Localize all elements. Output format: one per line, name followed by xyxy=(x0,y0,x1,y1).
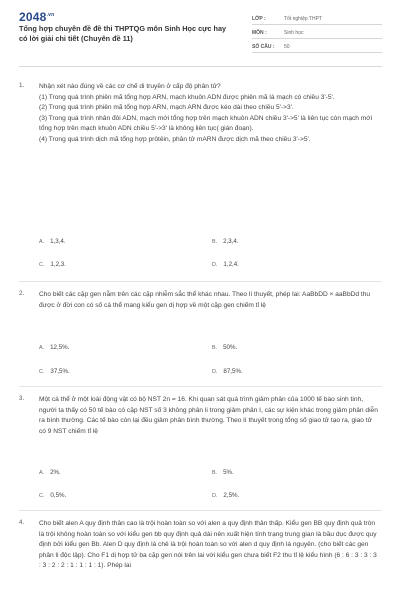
header-divider xyxy=(19,66,382,67)
option-d[interactable]: D. 2,5%. xyxy=(212,492,240,499)
option-b[interactable]: B. 50%. xyxy=(212,344,238,351)
question-text: Cho biết alen A quy định thân cao là trội hoàn toàn so với alen a quy định thân thấp. Kiểu gen BB quy định quả tròn là trội không hoàn toàn so với kiểu gen bb quy định quả dài nên xuất hiện tính trạng trung gian là bầu dục được quy định bởi kiểu gen Bb. Alen D quy định lá chẻ là trội hoàn toàn so với alen d quy định lá nguyên. (cho biết các gen phân li độc lập). Cho F1 dị hợp tử ba cặp gen nói trên lai với kiểu gen chưa biết F2 thu tỉ lệ kiểu hình (6 : 6 : 3 : 3 : 3 : 3 : 2 : 2 : 1 : 1 : 1 : 1). Phép lai xyxy=(39,520,377,570)
question-text: Nhận xét nào đúng về các cơ chế di truyền ở cấp độ phân tử? (1) Trong quá trình phiên mã tổng hợp ARN, mạch khuôn ADN được phiên mã là mạch có chiều 3'-5'. (2) Trong quá trình phiên mã tổng hợp ARN, mạch ARN được kéo dài theo chiều 5'->3'. (3) Trong quá trình nhân đôi ADN, mạch mới tổng hợp trên mạch khuôn ADN chiều 3'->5' là liên tục còn mạch mới tổng hợp trên mạch khuôn ADN chiều 5'->3' là không liên tục( gián đoạn). (4) Trong quá trình dịch mã tổng hợp prôtêin, phân tử mARN được dịch mã theo chiều 3'->5'. xyxy=(39,83,373,143)
option-b[interactable]: B. 2,3,4. xyxy=(212,238,239,245)
question-divider xyxy=(19,281,382,282)
question-text: Cho biết các cặp gen nằm trên các cặp nhiễm sắc thể khác nhau. Theo lí thuyết, phép lai: AaBbDD × aaBbDd thu được ở đời con có số cá thể mang kiểu gen dị hợp về một cặp gen chiếm tỉ lệ xyxy=(39,291,371,309)
option-c[interactable]: C. 0,5%. xyxy=(39,492,67,499)
option-c[interactable]: C. 37,5%. xyxy=(39,368,70,375)
option-c[interactable]: C. 1,2,3. xyxy=(39,261,66,268)
option-a[interactable]: A. 12,5%. xyxy=(39,344,70,351)
question-number: 4. xyxy=(19,519,25,526)
option-b[interactable]: B. 5%. xyxy=(212,469,234,476)
option-d[interactable]: D. 87,5%. xyxy=(212,368,243,375)
option-a[interactable]: A. 2%. xyxy=(39,469,61,476)
question-number: 1. xyxy=(19,82,25,89)
question-4 xyxy=(19,519,384,600)
option-d[interactable]: D. 1,2,4. xyxy=(212,261,239,268)
document-title: Tổng hợp chuyên đề đề thi THPTQG môn Sinh Học cực hay có lời giải chi tiết (Chuyên đề 11) xyxy=(19,24,227,43)
question-number: 3. xyxy=(19,395,25,402)
question-divider xyxy=(19,386,382,387)
option-a[interactable]: A. 1,3,4. xyxy=(39,238,66,245)
question-divider xyxy=(19,510,382,511)
question-number: 2. xyxy=(19,290,25,297)
site-logo[interactable]: $2048^{.vn}$ xyxy=(19,10,55,24)
question-text: Một cá thể ở một loài động vật có bộ NST 2n = 16. Khi quan sát quá trình giảm phân của 1000 tế bào sinh tinh, người ta thấy có 50 tế bào có cặp NST số 3 không phân li trong giảm phân I, các sự kiện khác trong giảm phân diễn ra bình thường. Các tế bào còn lại đều giảm phân bình thường. Theo lí thuyết trong tổng số giao tử tạo ra, giao tử có 9 NST chiếm tỉ lệ xyxy=(39,396,378,435)
document-header: $2048^{.vn}$ Tổng hợp chuyên đề đề thi THPTQG môn Sinh Học cực hay có lời giải chi tiết (Chuyên đề 11) LỚP : Tốt nghiệp THPT MÔN : Sinh học SỐ CÂU : 50 xyxy=(0,0,400,62)
